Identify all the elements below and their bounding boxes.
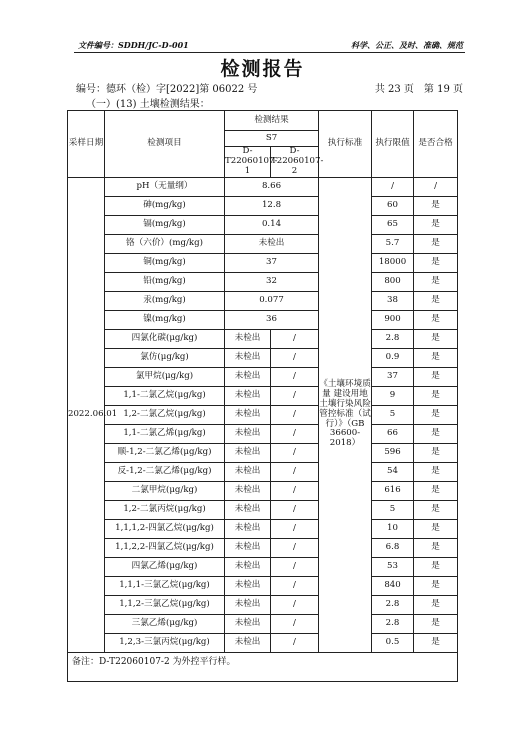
table-row bbox=[68, 424, 458, 443]
result-cell-1: 未检出 bbox=[225, 595, 271, 614]
table-row bbox=[68, 348, 458, 367]
pass-cell: 是 bbox=[414, 576, 458, 595]
result-cell-1: 未检出 bbox=[225, 424, 271, 443]
result-cell-2: / bbox=[271, 405, 319, 424]
limit-cell: 38 bbox=[372, 291, 414, 310]
pass-cell: 是 bbox=[414, 481, 458, 500]
header-sample-1: D-T22060107-1 bbox=[225, 146, 278, 176]
result-cell-2: / bbox=[271, 329, 319, 348]
limit-cell: 53 bbox=[372, 557, 414, 576]
result-cell-2: / bbox=[271, 557, 319, 576]
standard-cell: 《土壤环境质量 建设用地土壤行染风险管控标准（试行）》（GB 36600-2018） bbox=[319, 177, 372, 652]
result-cell-1: 未检出 bbox=[225, 633, 271, 652]
limit-cell: 900 bbox=[372, 310, 414, 329]
limit-cell: 5.7 bbox=[372, 234, 414, 253]
header-sample-date: 采样日期 bbox=[68, 111, 105, 178]
limit-cell: 9 bbox=[372, 386, 414, 405]
result-cell-1: 未检出 bbox=[225, 386, 271, 405]
item-cell: 1,2,3-三氯丙烷(μg/kg) bbox=[105, 633, 225, 652]
item-cell: 铅(mg/kg) bbox=[105, 272, 225, 291]
pass-cell: 是 bbox=[414, 272, 458, 291]
table-row bbox=[68, 367, 458, 386]
item-cell: 三氯乙烯(μg/kg) bbox=[105, 614, 225, 633]
header-item: 检测项目 bbox=[105, 111, 225, 178]
table-row bbox=[68, 519, 458, 538]
sample-date-cell: 2022.06.01 bbox=[68, 177, 105, 652]
page-title: 检测报告 bbox=[220, 58, 305, 80]
result-cell: 37 bbox=[225, 253, 319, 272]
pass-cell: 是 bbox=[414, 215, 458, 234]
item-cell: 铜(mg/kg) bbox=[105, 253, 225, 272]
result-cell-2: / bbox=[271, 348, 319, 367]
item-cell: 反-1,2-二氯乙烯(μg/kg) bbox=[105, 462, 225, 481]
table-header bbox=[68, 111, 458, 178]
pass-cell: 是 bbox=[414, 500, 458, 519]
pass-cell: 是 bbox=[414, 462, 458, 481]
limit-cell: 2.8 bbox=[372, 329, 414, 348]
pass-cell: 是 bbox=[414, 557, 458, 576]
motto: 科学、公正、及时、准确、规范 bbox=[351, 40, 463, 50]
result-cell-1: 未检出 bbox=[225, 614, 271, 633]
pass-cell: 是 bbox=[414, 367, 458, 386]
limit-cell: / bbox=[372, 177, 414, 196]
result-cell-2: / bbox=[271, 481, 319, 500]
result-cell: 12.8 bbox=[225, 196, 319, 215]
item-cell: 汞(mg/kg) bbox=[105, 291, 225, 310]
table-row bbox=[68, 272, 458, 291]
pass-cell: 是 bbox=[414, 386, 458, 405]
result-cell-1: 未检出 bbox=[225, 405, 271, 424]
item-cell: 铬（六价）(mg/kg) bbox=[105, 234, 225, 253]
table-row bbox=[68, 557, 458, 576]
table-row bbox=[68, 576, 458, 595]
limit-cell: 800 bbox=[372, 272, 414, 291]
table-row bbox=[68, 329, 458, 348]
item-cell: 镉(mg/kg) bbox=[105, 215, 225, 234]
table-row bbox=[68, 500, 458, 519]
item-cell: pH（无量纲） bbox=[105, 177, 225, 196]
results-table bbox=[67, 110, 458, 682]
result-cell-2: / bbox=[271, 462, 319, 481]
item-cell: 四氯化碳(μg/kg) bbox=[105, 329, 225, 348]
result-cell: 32 bbox=[225, 272, 319, 291]
table-row bbox=[68, 614, 458, 633]
file-number: 文件编号：SDDH/JC-D-001 bbox=[78, 40, 189, 50]
table-row bbox=[68, 215, 458, 234]
table-row bbox=[68, 481, 458, 500]
pass-cell: 是 bbox=[414, 424, 458, 443]
result-cell-1: 未检出 bbox=[225, 538, 271, 557]
limit-cell: 840 bbox=[372, 576, 414, 595]
table-row bbox=[68, 253, 458, 272]
item-cell: 1,1-二氯乙烷(μg/kg) bbox=[105, 386, 225, 405]
result-cell-1: 未检出 bbox=[225, 329, 271, 348]
result-cell-2: / bbox=[271, 519, 319, 538]
limit-cell: 616 bbox=[372, 481, 414, 500]
report-number: 编号：德环（检）字[2022]第 06022 号 bbox=[76, 84, 258, 95]
item-cell: 氯甲烷(μg/kg) bbox=[105, 367, 225, 386]
item-cell: 镍(mg/kg) bbox=[105, 310, 225, 329]
pass-cell: 是 bbox=[414, 519, 458, 538]
pass-cell: 是 bbox=[414, 234, 458, 253]
pass-cell: 是 bbox=[414, 291, 458, 310]
limit-cell: 6.8 bbox=[372, 538, 414, 557]
limit-cell: 5 bbox=[372, 500, 414, 519]
result-cell: 0.077 bbox=[225, 291, 319, 310]
item-cell: 二氯甲烷(μg/kg) bbox=[105, 481, 225, 500]
pass-cell: 是 bbox=[414, 348, 458, 367]
page-count: 共 23 页 第 19 页 bbox=[374, 84, 463, 95]
header-results: 检测结果 bbox=[225, 111, 319, 131]
item-cell: 1,1,1-三氯乙烷(μg/kg) bbox=[105, 576, 225, 595]
pass-cell: 是 bbox=[414, 595, 458, 614]
limit-cell: 0.5 bbox=[372, 633, 414, 652]
result-cell-1: 未检出 bbox=[225, 367, 271, 386]
result-cell-1: 未检出 bbox=[225, 481, 271, 500]
pass-cell: 是 bbox=[414, 443, 458, 462]
limit-cell: 60 bbox=[372, 196, 414, 215]
result-cell-2: / bbox=[271, 386, 319, 405]
table-row bbox=[68, 633, 458, 652]
header-limit: 执行限值 bbox=[372, 111, 414, 178]
result-cell-2: / bbox=[271, 576, 319, 595]
table-row bbox=[68, 595, 458, 614]
limit-cell: 54 bbox=[372, 462, 414, 481]
header-standard: 执行标准 bbox=[319, 111, 372, 178]
table-note: 备注：D-T22060107-2 为外控平行样。 bbox=[68, 652, 458, 681]
item-cell: 四氯乙烯(μg/kg) bbox=[105, 557, 225, 576]
item-cell: 1,2-二氯丙烷(μg/kg) bbox=[105, 500, 225, 519]
pass-cell: 是 bbox=[414, 329, 458, 348]
result-cell-1: 未检出 bbox=[225, 500, 271, 519]
result-cell: 8.66 bbox=[225, 177, 319, 196]
limit-cell: 18000 bbox=[372, 253, 414, 272]
result-cell-2: / bbox=[271, 614, 319, 633]
result-cell-2: / bbox=[271, 443, 319, 462]
item-cell: 1,1,2,2-四氯乙烷(μg/kg) bbox=[105, 538, 225, 557]
table-row bbox=[68, 196, 458, 215]
result-cell-1: 未检出 bbox=[225, 557, 271, 576]
item-cell: 氯仿(μg/kg) bbox=[105, 348, 225, 367]
limit-cell: 10 bbox=[372, 519, 414, 538]
result-cell: 0.14 bbox=[225, 215, 319, 234]
table-row bbox=[68, 177, 458, 196]
item-cell: 1,2-二氯乙烷(μg/kg) bbox=[105, 405, 225, 424]
result-cell-2: / bbox=[271, 500, 319, 519]
item-cell: 1,1-二氯乙烯(μg/kg) bbox=[105, 424, 225, 443]
result-cell-2: / bbox=[271, 538, 319, 557]
item-cell: 1,1,2-三氯乙烷(μg/kg) bbox=[105, 595, 225, 614]
result-cell-1: 未检出 bbox=[225, 462, 271, 481]
result-cell-2: / bbox=[271, 595, 319, 614]
result-cell-2: / bbox=[271, 367, 319, 386]
pass-cell: 是 bbox=[414, 310, 458, 329]
table-row bbox=[68, 538, 458, 557]
result-cell-1: 未检出 bbox=[225, 443, 271, 462]
result-cell: 未检出 bbox=[225, 234, 319, 253]
table-row bbox=[68, 234, 458, 253]
limit-cell: 2.8 bbox=[372, 614, 414, 633]
limit-cell: 5 bbox=[372, 405, 414, 424]
pass-cell: 是 bbox=[414, 405, 458, 424]
pass-cell: 是 bbox=[414, 614, 458, 633]
result-cell-2: / bbox=[271, 424, 319, 443]
result-cell-2: / bbox=[271, 633, 319, 652]
header-pass: 是否合格 bbox=[414, 111, 458, 178]
limit-cell: 65 bbox=[372, 215, 414, 234]
result-cell: 36 bbox=[225, 310, 319, 329]
pass-cell: 是 bbox=[414, 633, 458, 652]
item-cell: 砷(mg/kg) bbox=[105, 196, 225, 215]
table-row bbox=[68, 310, 458, 329]
table-row bbox=[68, 291, 458, 310]
limit-cell: 66 bbox=[372, 424, 414, 443]
limit-cell: 37 bbox=[372, 367, 414, 386]
table-row bbox=[68, 443, 458, 462]
table-body bbox=[68, 177, 458, 652]
limit-cell: 2.8 bbox=[372, 595, 414, 614]
pass-cell: 是 bbox=[414, 196, 458, 215]
result-cell-1: 未检出 bbox=[225, 576, 271, 595]
header-site: S7 bbox=[225, 131, 319, 147]
pass-cell: 是 bbox=[414, 253, 458, 272]
limit-cell: 596 bbox=[372, 443, 414, 462]
item-cell: 1,1,1,2-四氯乙烷(μg/kg) bbox=[105, 519, 225, 538]
limit-cell: 0.9 bbox=[372, 348, 414, 367]
table-row bbox=[68, 462, 458, 481]
pass-cell: 是 bbox=[414, 538, 458, 557]
item-cell: 顺-1,2-二氯乙烯(μg/kg) bbox=[105, 443, 225, 462]
table-row bbox=[68, 386, 458, 405]
table-row bbox=[68, 405, 458, 424]
pass-cell: / bbox=[414, 177, 458, 196]
result-cell-1: 未检出 bbox=[225, 348, 271, 367]
result-cell-1: 未检出 bbox=[225, 519, 271, 538]
header-divider bbox=[74, 52, 465, 53]
header-sample-2: D-T22060107-2 bbox=[271, 146, 324, 176]
section-title: （一）(13) 土壤检测结果： bbox=[86, 99, 210, 110]
